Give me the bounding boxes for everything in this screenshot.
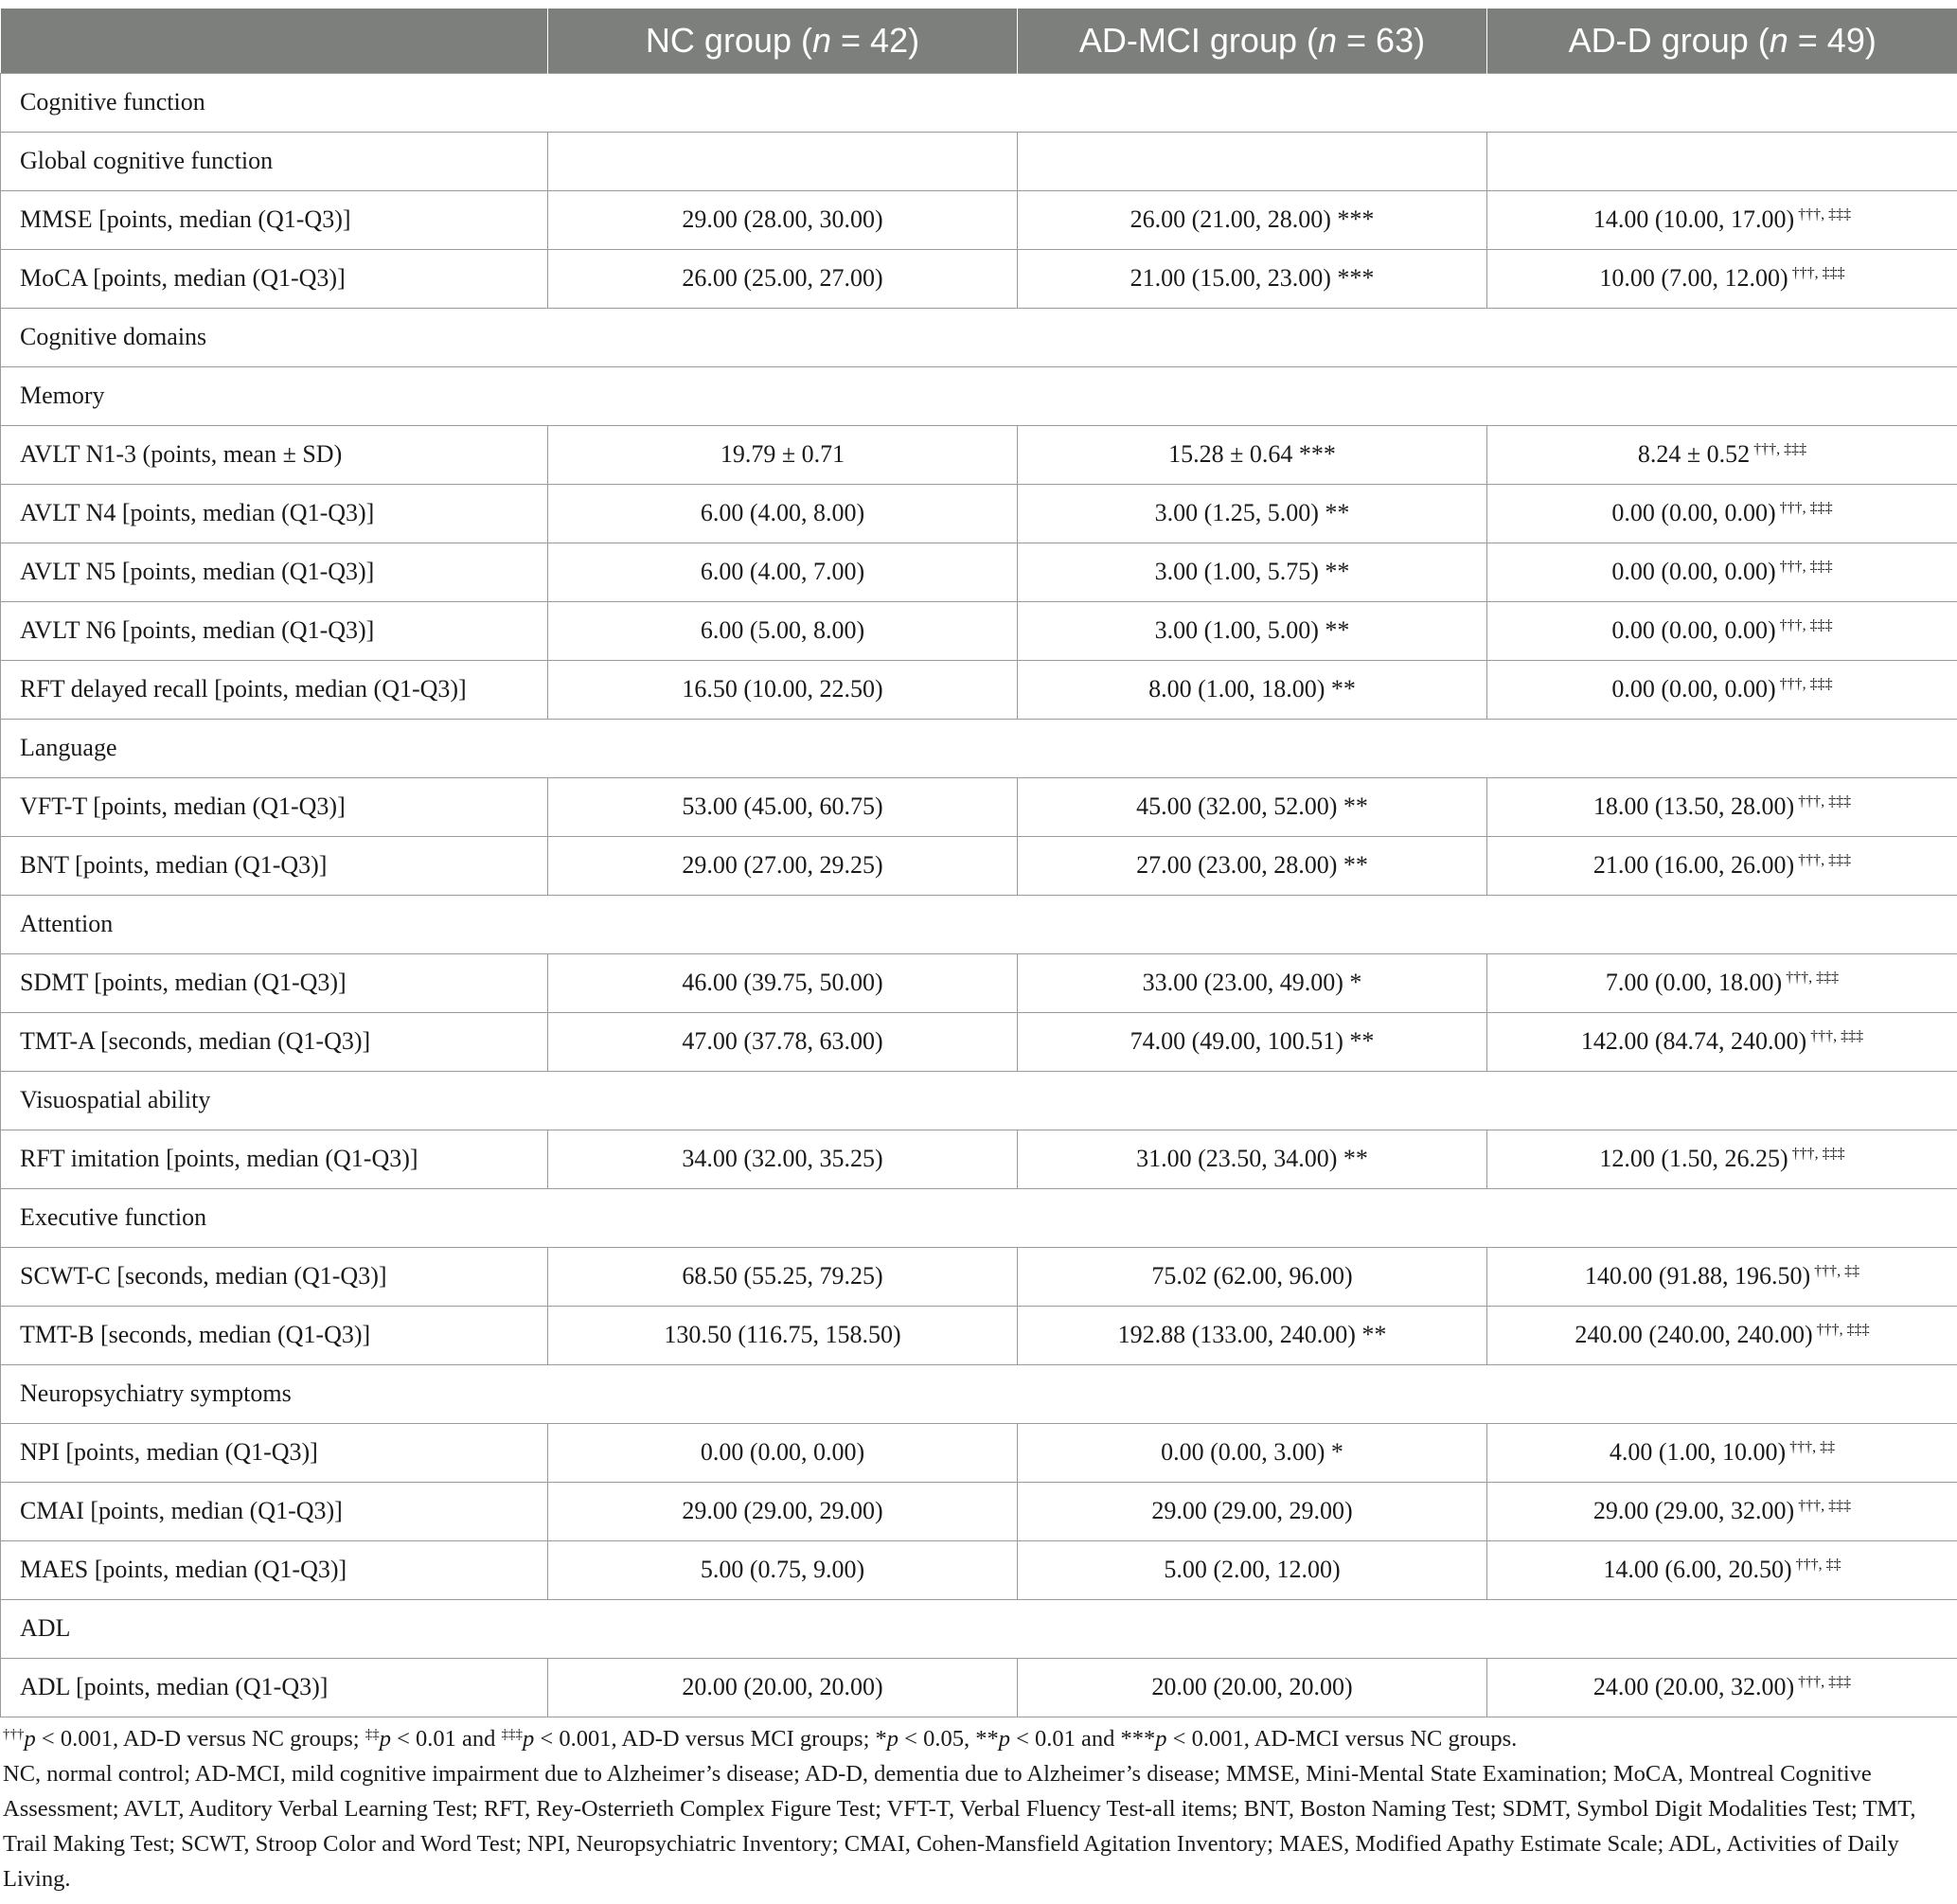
row-label-cell [1,190,548,249]
nc-value: 26.00 (25.00, 27.00) [682,264,883,292]
ad-mci-value: 192.88 (133.00, 240.00) ** [1117,1321,1387,1348]
footnote-text: * [875,1726,887,1752]
nc-value-cell [548,836,1018,895]
ad-d-value: 10.00 (7.00, 12.00) [1599,264,1788,292]
table-row [1,1247,1957,1306]
significance-marker: †††, ‡‡‡ [1798,206,1852,222]
ad-mci-value-cell [1018,1306,1487,1364]
ad-mci-value-cell [1018,190,1487,249]
ad-d-value-cell [1487,1482,1957,1540]
footnote-text: < 0.05, ** [898,1726,999,1752]
nc-value-cell [548,484,1018,543]
table-header-row [1,9,1957,73]
ad-d-value-cell [1487,953,1957,1012]
ad-d-value: 142.00 (84.74, 240.00) [1580,1027,1807,1055]
footnote-p-symbol: p [379,1726,391,1752]
ad-mci-value-cell [1018,1482,1487,1540]
ad-mci-value: 20.00 (20.00, 20.00) [1151,1673,1353,1700]
table-row [1,1540,1957,1599]
nc-value-cell [548,601,1018,660]
ad-d-value: 0.00 (0.00, 0.00) [1611,558,1776,585]
section-label: Attention [1,895,1957,953]
section-row [1,366,1957,425]
section-label: Executive function [1,1188,1957,1247]
empty-cell [1018,132,1487,190]
row-label-cell [1,1540,548,1599]
ad-mci-value-cell [1018,249,1487,308]
ad-mci-value-cell [1018,1247,1487,1306]
row-label-cell [1,249,548,308]
footnote-text: < 0.001, AD-D versus MCI groups; [534,1726,876,1752]
nc-value-cell [548,425,1018,484]
nc-value-cell [548,543,1018,601]
nc-value: 20.00 (20.00, 20.00) [682,1673,883,1700]
ad-d-value-cell [1487,1658,1957,1717]
ad-d-value: 7.00 (0.00, 18.00) [1605,969,1783,996]
section-row [1,1071,1957,1130]
nc-value: 53.00 (45.00, 60.75) [682,792,883,820]
ad-mci-value-cell [1018,1540,1487,1599]
ad-d-value: 4.00 (1.00, 10.00) [1609,1438,1787,1466]
significance-marker: †††, ‡‡‡ [1779,500,1833,516]
ad-d-value: 0.00 (0.00, 0.00) [1611,675,1776,703]
ad-mci-value-cell [1018,543,1487,601]
row-label: TMT-A [seconds, median (Q1-Q3)] [20,1027,371,1055]
significance-marker: †††, ‡‡ [1795,1557,1841,1573]
footnote-text: < 0.01 and *** [1009,1726,1156,1752]
empty-cell [548,132,1018,190]
footnote-p-symbol: p [523,1726,535,1752]
ad-mci-value-cell [1018,601,1487,660]
footnote-text: < 0.001, AD-D versus NC groups; [35,1726,365,1752]
ad-mci-value-cell [1018,953,1487,1012]
nc-value-cell [548,1012,1018,1071]
section-row [1,308,1957,366]
significance-marker: †††, ‡‡‡ [1798,793,1852,810]
nc-value: 6.00 (4.00, 8.00) [700,499,865,526]
ad-d-value-cell [1487,484,1957,543]
abbreviations-footnote: NC, normal control; AD-MCI, mild cognitive impairment due to Alzheimer’s disease; AD-D, dementia due to Alzheimer’s disease; MMSE, Mini-Mental State Examination; MoCA, Montreal Cognitive Assessment; AVLT, Auditory Verbal Learning Test; RFT, Rey-Osterrieth Complex Figure Test; VFT-T, Verbal Fluency Test-all items; BNT, Boston Naming Test; SDMT, Symbol Digit Modalities Test; TMT, Trail Making Test; SCWT, Stroop Color and Word Test; NPI, Neuropsychiatric Inventory; CMAI, Cohen-Mansfield Agitation Inventory; MAES, Modified Apathy Estimate Scale; ADL, Activities of Daily Living. [3,1761,1916,1892]
ad-d-value-cell [1487,836,1957,895]
table-row [1,190,1957,249]
footnote-p-symbol: p [1155,1726,1167,1752]
row-label-cell [1,601,548,660]
significance-marker: †††, ‡‡ [1814,1263,1860,1279]
row-label: BNT [points, median (Q1-Q3)] [20,851,328,879]
row-label: NPI [points, median (Q1-Q3)] [20,1438,318,1466]
ad-mci-value: 26.00 (21.00, 28.00) *** [1130,205,1375,233]
nc-value: 34.00 (32.00, 35.25) [682,1145,883,1172]
table-body [1,73,1957,1717]
table-row [1,1658,1957,1717]
ad-d-value-cell [1487,660,1957,719]
ad-d-value-cell [1487,543,1957,601]
nc-value-cell [548,777,1018,836]
header-nc-group: NC group (n = 42) [548,9,1018,73]
ad-mci-value: 27.00 (23.00, 28.00) ** [1136,851,1368,879]
ad-mci-value: 3.00 (1.00, 5.00) ** [1154,616,1350,644]
table-row [1,1423,1957,1482]
footnote-text: < 0.001, AD-MCI versus NC groups. [1166,1726,1518,1752]
row-label: ADL [points, median (Q1-Q3)] [20,1673,329,1700]
row-label-cell [1,1247,548,1306]
nc-value: 19.79 ± 0.71 [720,440,845,468]
footnote-marker: ‡‡ [365,1727,380,1742]
section-label: Neuropsychiatry symptoms [1,1364,1957,1423]
row-label-cell [1,1423,548,1482]
significance-marker: †††, ‡‡‡ [1816,1322,1870,1338]
row-label-cell [1,1658,548,1717]
nc-value-cell [548,1130,1018,1188]
table-row [1,543,1957,601]
nc-value-cell [548,1658,1018,1717]
section-label: ADL [1,1599,1957,1658]
ad-d-value: 14.00 (6.00, 20.50) [1603,1556,1792,1583]
nc-value: 46.00 (39.75, 50.00) [682,969,883,996]
significance-marker: †††, ‡‡‡ [1791,1146,1845,1162]
nc-value: 6.00 (4.00, 7.00) [700,558,865,585]
significance-marker: †††, ‡‡‡ [1753,441,1807,457]
ad-d-value-cell [1487,1423,1957,1482]
row-label: MAES [points, median (Q1-Q3)] [20,1556,347,1583]
empty-cell [1487,132,1957,190]
table-row [1,777,1957,836]
ad-d-value: 0.00 (0.00, 0.00) [1611,499,1776,526]
ad-d-value-cell [1487,1130,1957,1188]
section-row [1,719,1957,777]
ad-mci-value-cell [1018,1658,1487,1717]
ad-d-value: 14.00 (10.00, 17.00) [1592,205,1795,233]
results-table-container [0,9,1957,1717]
header-label-column [1,9,548,73]
nc-value: 0.00 (0.00, 0.00) [700,1438,865,1466]
ad-mci-value: 0.00 (0.00, 3.00) * [1161,1438,1343,1466]
ad-mci-value: 45.00 (32.00, 52.00) ** [1136,792,1368,820]
nc-value-cell [548,190,1018,249]
ad-d-value: 8.24 ± 0.52 [1637,440,1751,468]
ad-d-value: 29.00 (29.00, 32.00) [1592,1497,1795,1524]
table-row [1,601,1957,660]
significance-marker: †††, ‡‡‡ [1791,265,1845,281]
table-row [1,484,1957,543]
row-label: VFT-T [points, median (Q1-Q3)] [20,792,346,820]
row-label-cell [1,1482,548,1540]
section-label: Cognitive function [1,73,1957,132]
table-row [1,660,1957,719]
ad-d-value-cell [1487,425,1957,484]
ad-mci-value-cell [1018,1130,1487,1188]
significance-marker: †††, ‡‡‡ [1798,1674,1852,1690]
row-label-cell [1,660,548,719]
table-row [1,1306,1957,1364]
ad-mci-value: 5.00 (2.00, 12.00) [1164,1556,1341,1583]
row-label: AVLT N5 [points, median (Q1-Q3)] [20,558,375,585]
ad-mci-value-cell [1018,777,1487,836]
ad-mci-value: 33.00 (23.00, 49.00) * [1142,969,1362,996]
ad-mci-value: 15.28 ± 0.64 *** [1168,440,1336,468]
section-row [1,895,1957,953]
ad-mci-value: 75.02 (62.00, 96.00) [1151,1262,1353,1290]
ad-mci-value: 3.00 (1.00, 5.75) ** [1154,558,1350,585]
row-label-cell [1,953,548,1012]
footnote-marker: ††† [3,1727,25,1742]
header-ad-d-group: AD-D group (n = 49) [1487,9,1957,73]
nc-value: 130.50 (116.75, 158.50) [664,1321,901,1348]
ad-mci-value-cell [1018,1423,1487,1482]
ad-d-value: 18.00 (13.50, 28.00) [1592,792,1795,820]
row-label: AVLT N1-3 (points, mean ± SD) [20,440,343,468]
table-row [1,836,1957,895]
ad-d-value-cell [1487,190,1957,249]
ad-d-value-cell [1487,1540,1957,1599]
row-label-cell [1,1130,548,1188]
row-label: SDMT [points, median (Q1-Q3)] [20,969,347,996]
row-label: AVLT N4 [points, median (Q1-Q3)] [20,499,375,526]
ad-mci-value: 8.00 (1.00, 18.00) ** [1148,675,1356,703]
footnote-p-symbol: p [886,1726,899,1752]
row-label-cell [1,1012,548,1071]
significance-marker: †††, ‡‡‡ [1786,970,1840,986]
ad-d-value: 140.00 (91.88, 196.50) [1584,1262,1811,1290]
header-ad-mci-group: AD-MCI group (n = 63) [1018,9,1487,73]
significance-marker: †††, ‡‡‡ [1779,617,1833,633]
ad-mci-value-cell [1018,425,1487,484]
table-footnotes [3,1721,1948,1896]
nc-value-cell [548,953,1018,1012]
section-row [1,1364,1957,1423]
ad-d-value: 0.00 (0.00, 0.00) [1611,616,1776,644]
nc-value: 29.00 (29.00, 29.00) [682,1497,883,1524]
table-row [1,1130,1957,1188]
table-row [1,1012,1957,1071]
row-label: MoCA [points, median (Q1-Q3)] [20,264,346,292]
nc-value-cell [548,1540,1018,1599]
row-label: RFT imitation [points, median (Q1-Q3)] [20,1145,418,1172]
ad-d-value-cell [1487,1012,1957,1071]
ad-d-value: 24.00 (20.00, 32.00) [1592,1673,1795,1700]
significance-marker: †††, ‡‡‡ [1810,1028,1864,1044]
nc-value-cell [548,1482,1018,1540]
nc-value-cell [548,1423,1018,1482]
section-row [1,73,1957,132]
section-row [1,1599,1957,1658]
section-row [1,1188,1957,1247]
row-label: AVLT N6 [points, median (Q1-Q3)] [20,616,375,644]
ad-d-value: 12.00 (1.50, 26.25) [1599,1145,1788,1172]
nc-value: 47.00 (37.78, 63.00) [682,1027,883,1055]
significance-footnote [3,1721,1948,1756]
row-label: CMAI [points, median (Q1-Q3)] [20,1497,343,1524]
ad-mci-value-cell [1018,660,1487,719]
row-label: MMSE [points, median (Q1-Q3)] [20,205,351,233]
significance-marker: †††, ‡‡‡ [1798,852,1852,868]
ad-mci-value-cell [1018,484,1487,543]
section-label: Visuospatial ability [1,1071,1957,1130]
footnote-p-symbol: p [24,1726,36,1752]
row-label-cell [1,777,548,836]
ad-d-value-cell [1487,777,1957,836]
ad-d-value: 240.00 (240.00, 240.00) [1574,1321,1813,1348]
ad-d-value-cell [1487,1247,1957,1306]
ad-d-value: 21.00 (16.00, 26.00) [1592,851,1795,879]
subsection-row [1,132,1957,190]
row-label-cell [1,543,548,601]
nc-value-cell [548,1306,1018,1364]
footnote-marker: ‡‡‡ [501,1727,524,1742]
footnote-p-symbol: p [998,1726,1010,1752]
ad-d-value-cell [1487,601,1957,660]
ad-mci-value: 74.00 (49.00, 100.51) ** [1130,1027,1375,1055]
nc-value: 29.00 (27.00, 29.25) [682,851,883,879]
row-label-cell [1,425,548,484]
results-table [0,9,1957,1717]
row-label-cell [1,484,548,543]
row-label-cell [1,1306,548,1364]
ad-d-value-cell [1487,249,1957,308]
table-row [1,425,1957,484]
nc-value-cell [548,249,1018,308]
ad-mci-value: 29.00 (29.00, 29.00) [1151,1497,1353,1524]
footnote-text: < 0.01 and [390,1726,502,1752]
ad-mci-value-cell [1018,1012,1487,1071]
significance-marker: †††, ‡‡‡ [1779,559,1833,575]
section-label: Cognitive domains [1,308,1957,366]
nc-value-cell [548,660,1018,719]
table-row [1,249,1957,308]
nc-value: 16.50 (10.00, 22.50) [682,675,883,703]
nc-value-cell [548,1247,1018,1306]
row-label-cell [1,836,548,895]
row-label: TMT-B [seconds, median (Q1-Q3)] [20,1321,371,1348]
nc-value: 29.00 (28.00, 30.00) [682,205,883,233]
nc-value: 5.00 (0.75, 9.00) [700,1556,865,1583]
nc-value: 68.50 (55.25, 79.25) [682,1262,883,1290]
row-label: RFT delayed recall [points, median (Q1-Q3)] [20,675,467,703]
significance-marker: †††, ‡‡‡ [1779,676,1833,692]
ad-mci-value: 31.00 (23.50, 34.00) ** [1136,1145,1368,1172]
subsection-label: Global cognitive function [1,132,548,190]
row-label: SCWT-C [seconds, median (Q1-Q3)] [20,1262,387,1290]
significance-marker: †††, ‡‡‡ [1798,1498,1852,1514]
ad-mci-value: 3.00 (1.25, 5.00) ** [1154,499,1350,526]
ad-mci-value-cell [1018,836,1487,895]
nc-value: 6.00 (5.00, 8.00) [700,616,865,644]
significance-marker: †††, ‡‡ [1789,1439,1836,1455]
table-row [1,953,1957,1012]
ad-mci-value: 21.00 (15.00, 23.00) *** [1130,264,1375,292]
section-label: Memory [1,366,1957,425]
section-label: Language [1,719,1957,777]
table-row [1,1482,1957,1540]
ad-d-value-cell [1487,1306,1957,1364]
